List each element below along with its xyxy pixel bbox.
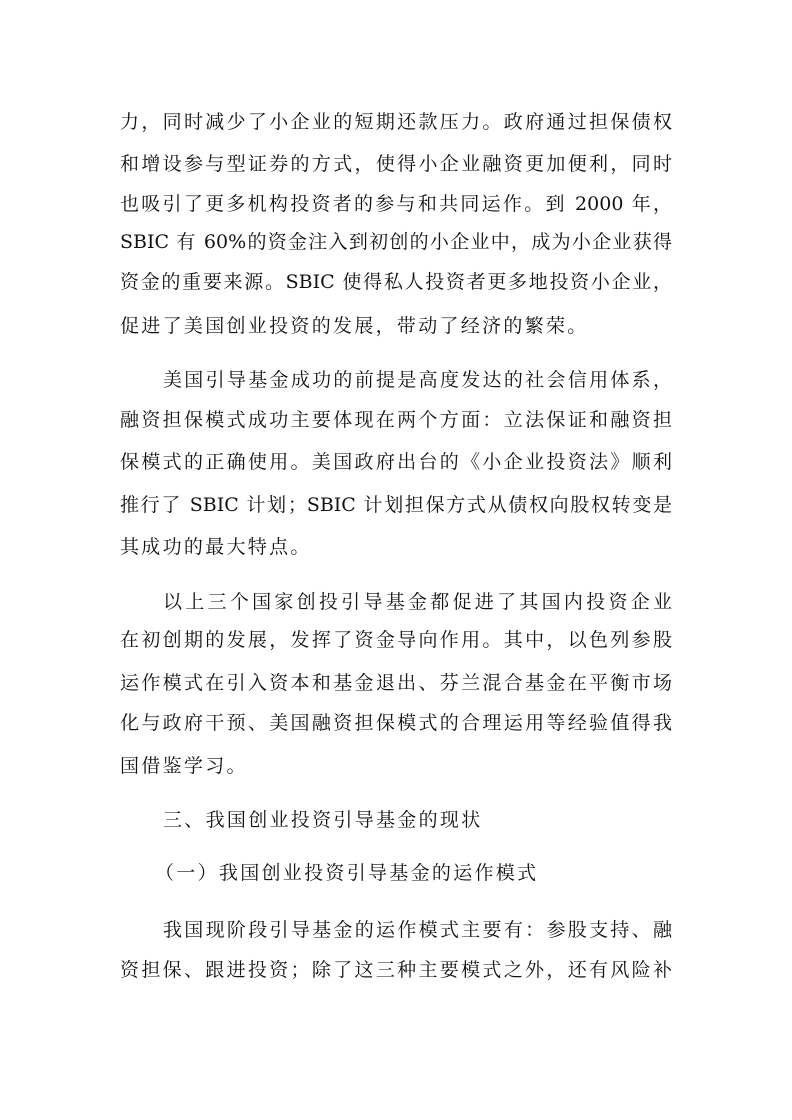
text-line: SBIC 有 60%的资金注入到初创的小企业中，成为小企业获得 — [120, 231, 672, 253]
text-line: 美国引导基金成功的前提是高度发达的社会信用体系， — [163, 369, 672, 391]
text-line: 促进了美国创业投资的发展，带动了经济的繁荣。 — [120, 315, 589, 337]
section-heading: 三、我国创业投资引导基金的现状 — [163, 809, 483, 831]
text-line: 其成功的最大特点。 — [120, 536, 312, 558]
text-line: 化与政府干预、美国融资担保模式的合理运用等经验值得我 — [120, 712, 672, 734]
text-line: 推行了 SBIC 计划；SBIC 计划担保方式从债权向股权转变是 — [120, 494, 672, 516]
text-line: 以上三个国家创投引导基金都促进了其国内投资企业 — [163, 591, 672, 613]
text-line: 运作模式在引入资本和基金退出、芬兰混合基金在平衡市场 — [120, 672, 672, 694]
text-line: 在初创期的发展，发挥了资金导向作用。其中，以色列参股 — [120, 629, 672, 651]
text-line: 也吸引了更多机构投资者的参与和共同运作。到 2000 年， — [120, 193, 672, 215]
text-line: 和增设参与型证券的方式，使得小企业融资更加便利，同时 — [120, 153, 672, 175]
text-line: 国借鉴学习。 — [120, 755, 248, 777]
text-line: 资担保、跟进投资；除了这三种主要模式之外，还有风险补 — [120, 959, 672, 981]
text-line: 资金的重要来源。SBIC 使得私人投资者更多地投资小企业， — [120, 271, 672, 293]
text-line: 融资担保模式成功主要体现在两个方面：立法保证和融资担 — [120, 409, 672, 431]
subsection-heading: （一）我国创业投资引导基金的运作模式 — [155, 862, 539, 884]
text-line: 保模式的正确使用。美国政府出台的《小企业投资法》顺利 — [120, 451, 672, 473]
text-line: 力，同时减少了小企业的短期还款压力。政府通过担保债权 — [120, 111, 672, 133]
text-line: 我国现阶段引导基金的运作模式主要有：参股支持、融 — [163, 919, 672, 941]
